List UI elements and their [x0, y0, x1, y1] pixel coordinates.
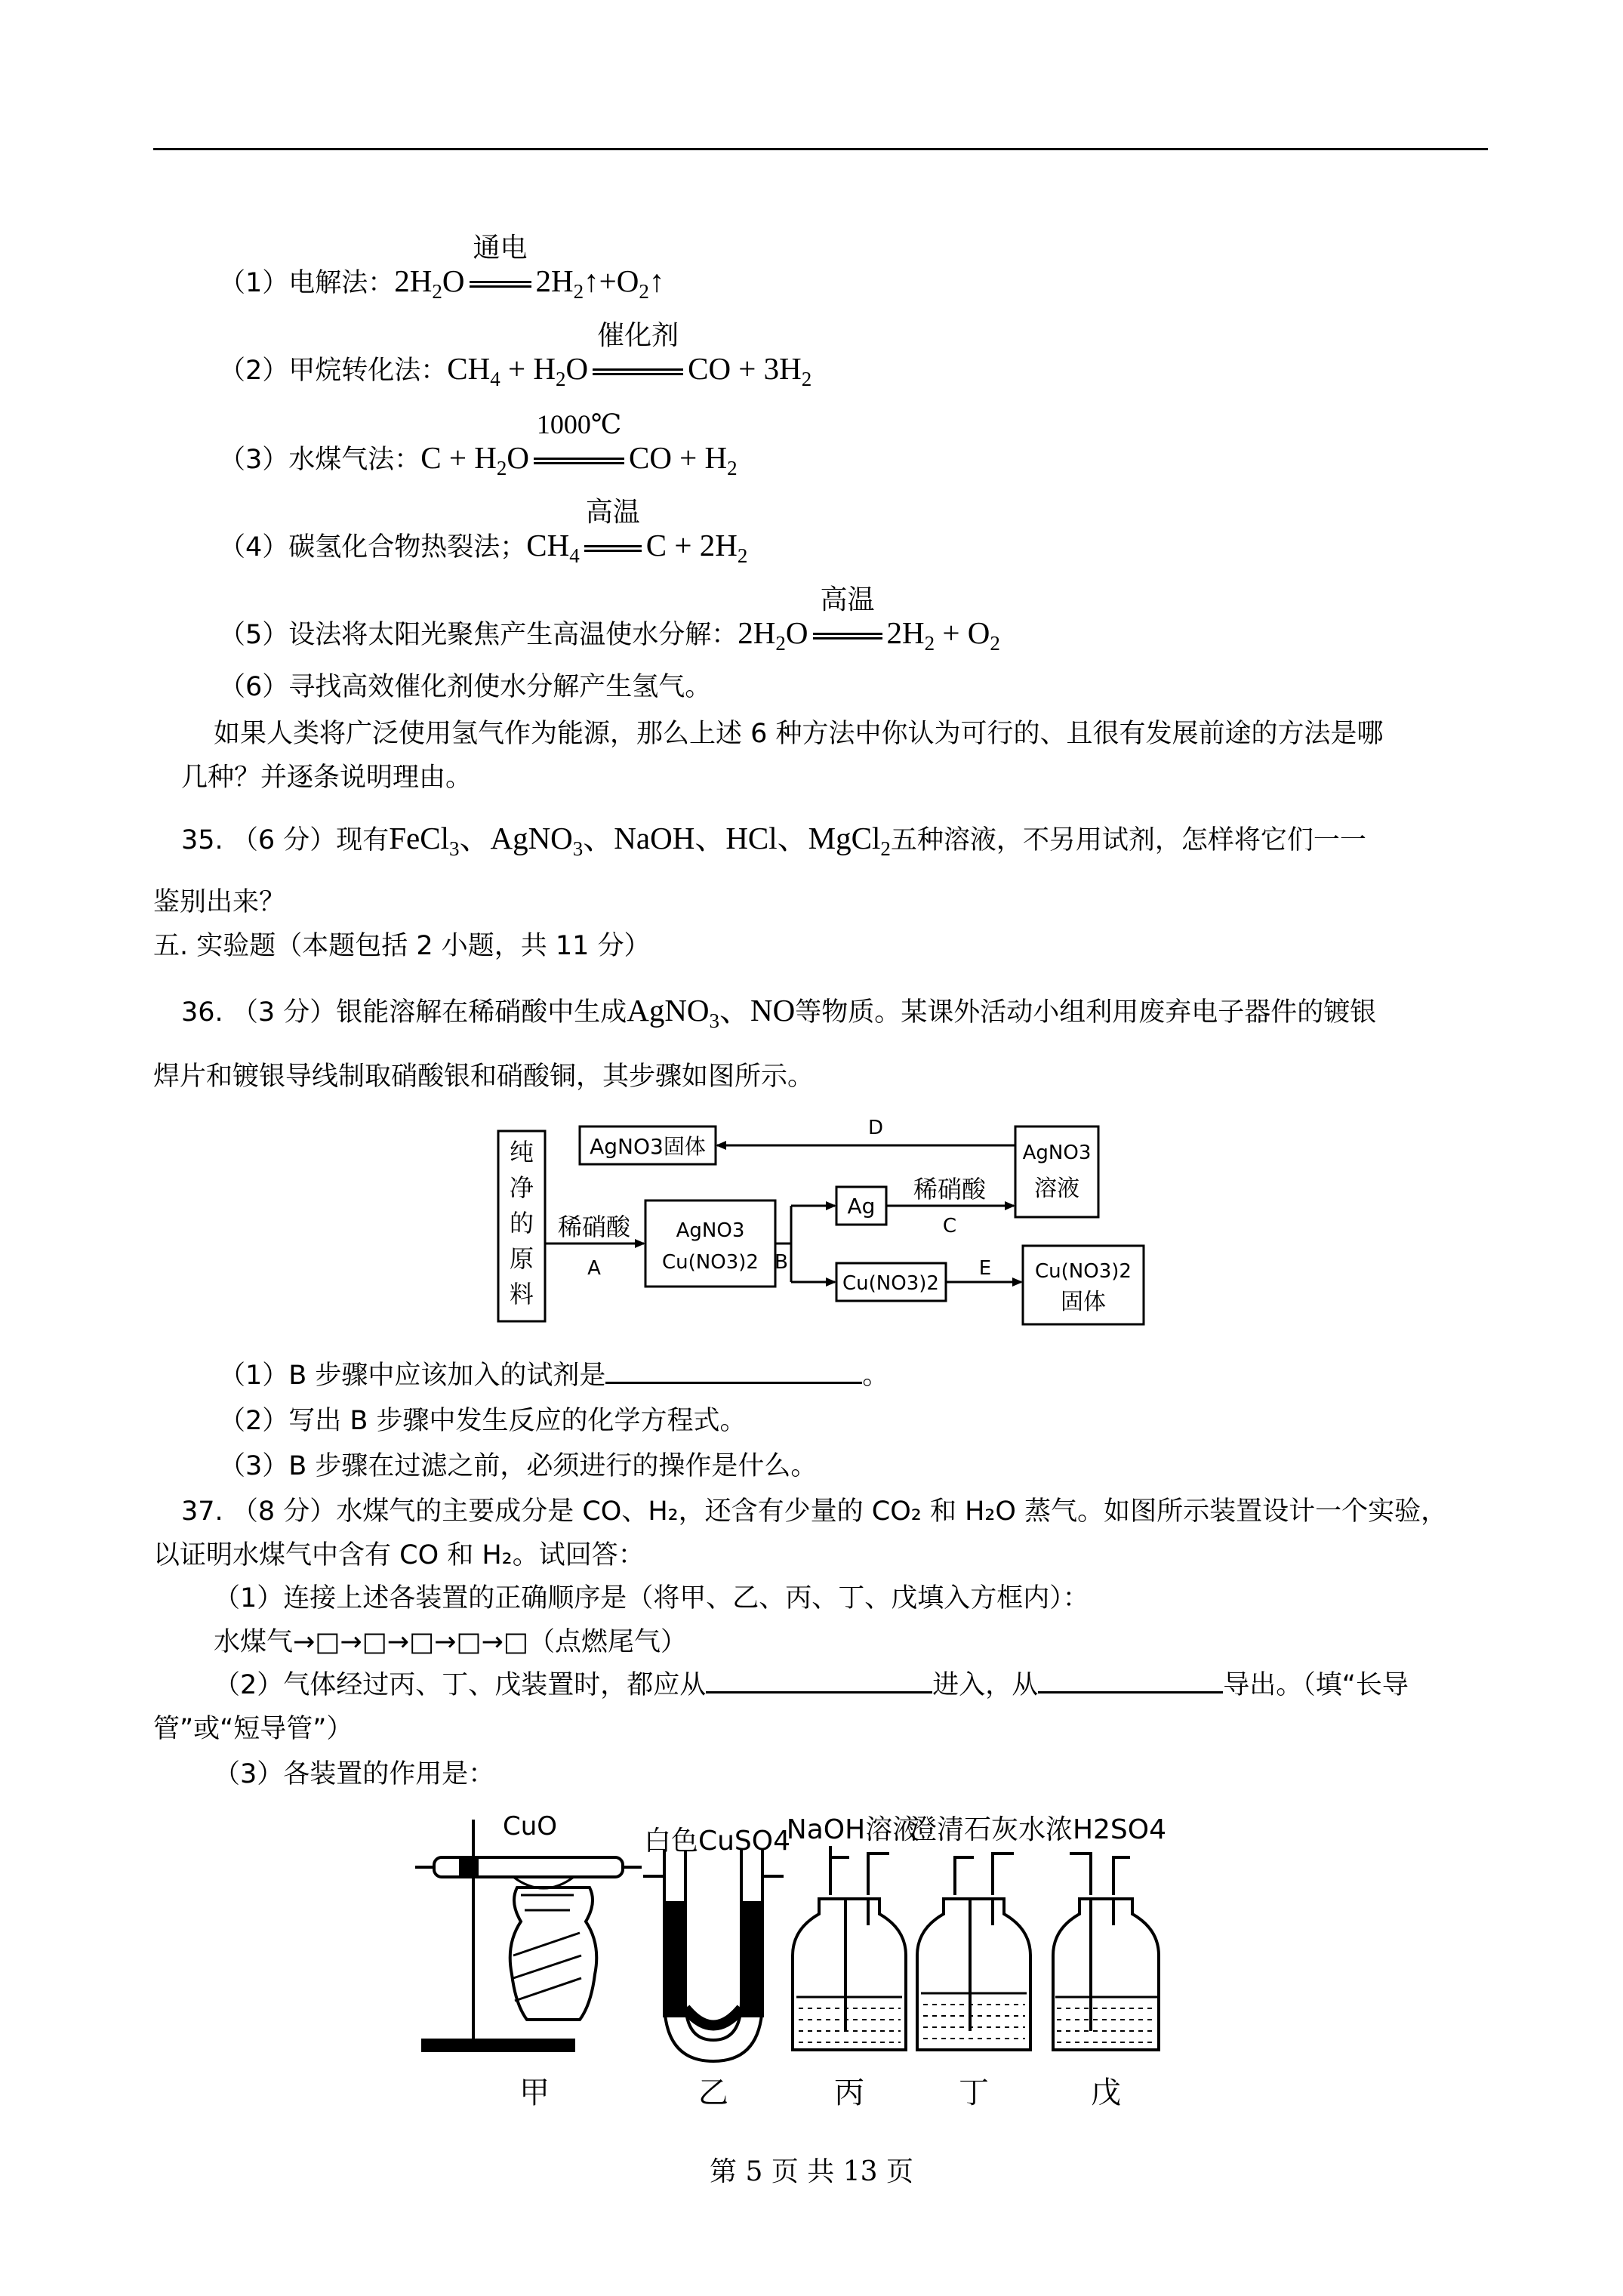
q35-intro: （6 分）现有: [231, 825, 390, 855]
cuno32-solid-formula: Cu(NO3)2: [1035, 1260, 1132, 1283]
q36-products: AgNO$_3$、NO: [627, 993, 796, 1032]
q35-reagents: FeCl$_3$、AgNO$_3$、NaOH、HCl、MgCl$_2$: [389, 821, 891, 860]
method-5-equation: $2H_2O$ 高温 $2H_2 + O_2$: [738, 584, 1000, 655]
q36-answer-blank[interactable]: [605, 1359, 862, 1384]
step-a-label: A: [587, 1257, 601, 1280]
method-3: [219, 409, 738, 485]
q36-sub-1-end: 。: [862, 1361, 889, 1391]
q37-number: 37.: [181, 1496, 223, 1527]
q36-intro: （3 分）银能溶解在稀硝酸中生成: [231, 997, 627, 1028]
raw-material-char-3: 的: [509, 1209, 534, 1237]
method-5-label: （5）设法将太阳光聚焦产生高温使水分解：: [219, 620, 738, 650]
q37-sub-2-text-a: （2）气体经过丙、丁、戊装置时，都应从: [214, 1670, 707, 1700]
method-4: [219, 497, 748, 572]
q36-sub-1: [219, 1359, 888, 1392]
apparatus-wu: [1053, 1854, 1159, 2050]
q37-line-1: [181, 1495, 1447, 1528]
method-3-label: （3）水煤气法：: [219, 445, 421, 475]
cuso4-label: 白色CuSO4: [643, 1826, 791, 1857]
section-5-heading: 五. 实验题（本题包括 2 小题，共 11 分）: [153, 931, 651, 961]
q37-sub-2-text-c: 导出。（填“长导: [1223, 1670, 1409, 1700]
limewater-label: 澄清石灰水: [909, 1814, 1046, 1845]
naoh-label: NaOH溶液: [786, 1814, 920, 1845]
ag-box-label: Ag: [847, 1194, 876, 1219]
method-5: [219, 584, 1000, 660]
method-1-equation: $2H_2O$ 通电 $2H_2↑+O_2↑$: [394, 233, 665, 303]
process-flowchart: [483, 1117, 1163, 1336]
method-1: [219, 233, 665, 308]
q37-sub-2-cont: 管”或“短导管”）: [153, 1714, 353, 1744]
q36-number: 36.: [181, 997, 223, 1028]
mixture-agno3: AgNO3: [676, 1219, 745, 1242]
step-c-label: C: [942, 1215, 957, 1237]
method-5-condition: 高温: [820, 584, 875, 615]
name-bing: 丙: [834, 2076, 864, 2110]
q37-sub-2-text-b: 进入，从: [932, 1670, 1039, 1700]
q37-line-2: 以证明水煤气中含有 CO 和 H₂。试回答：: [153, 1540, 645, 1570]
header-rule: [153, 148, 1488, 150]
method-2-label: （2）甲烷转化法：: [219, 356, 448, 386]
q37-outlet-blank[interactable]: [1038, 1669, 1223, 1693]
acid-label-c: 稀硝酸: [913, 1175, 987, 1203]
apparatus-jia: [415, 1820, 642, 2051]
solution-agno3: AgNO3: [1022, 1142, 1092, 1164]
raw-material-char-2: 净: [509, 1173, 534, 1202]
method-3-condition: 1000℃: [536, 409, 622, 439]
method-2-condition: 催化剂: [597, 320, 679, 350]
q35-tail: 五种溶液，不另用试剂，怎样将它们一一: [890, 825, 1366, 855]
q35-number: 35.: [181, 825, 223, 855]
h2so4-label: 浓H2SO4: [1045, 1814, 1167, 1845]
method-4-condition: 高温: [585, 497, 640, 527]
step-e-label: E: [978, 1257, 992, 1280]
cuo-label: CuO: [502, 1811, 558, 1841]
method-4-label: （4）碳氢化合物热裂法；: [219, 532, 527, 562]
apparatus-bing: [793, 1846, 906, 2050]
q37-sub-2: [214, 1669, 1409, 1702]
step-b-label: B: [775, 1251, 788, 1274]
page-footer: 第 5 页 共 13 页: [710, 2156, 913, 2187]
mixture-cuno32: Cu(NO3)2: [662, 1251, 759, 1274]
q35-line-1: [181, 821, 1366, 865]
q36-intro-tail: 等物质。某课外活动小组利用废弃电子器件的镀银: [795, 997, 1377, 1028]
name-wu: 戊: [1091, 2076, 1121, 2110]
q35-line-2: 鉴别出来？: [153, 887, 286, 917]
question-line-2: 几种？并逐条说明理由。: [181, 763, 473, 793]
q37-sub-3: （3）各装置的作用是：: [214, 1759, 495, 1789]
method-6: （6）寻找高效催化剂使水分解产生氢气。: [219, 672, 712, 702]
cuno32-box-label: Cu(NO3)2: [842, 1272, 939, 1295]
q36-sub-1-text: （1）B 步骤中应该加入的试剂是: [219, 1361, 606, 1391]
q37-inlet-blank[interactable]: [706, 1669, 932, 1693]
q36-line-2: 焊片和镀银导线制取硝酸银和硝酸铜，其步骤如图所示。: [153, 1062, 815, 1092]
method-1-label: （1）电解法：: [219, 268, 395, 298]
name-ding: 丁: [959, 2076, 989, 2110]
q37-sub-1: （1）连接上述各装置的正确顺序是（将甲、乙、丙、丁、戊填入方框内）：: [214, 1583, 1089, 1613]
q37-intro: （8 分）水煤气的主要成分是 CO、H₂，还含有少量的 CO₂ 和 H₂O 蒸气。如图所示装置设计一个实验，: [231, 1496, 1448, 1527]
method-4-equation: $CH_4$ 高温 $C + 2H_2$: [526, 497, 748, 567]
apparatus-diagram: [400, 1804, 1230, 2114]
method-2: [219, 320, 812, 396]
method-1-condition: 通电: [473, 233, 528, 263]
q36-line-1: [181, 994, 1376, 1037]
raw-material-char-5: 料: [509, 1280, 534, 1308]
raw-material-char-1: 纯: [509, 1138, 534, 1166]
agno3-solid-label: AgNO3固体: [590, 1134, 706, 1159]
method-2-equation: $CH_4 + H_2O$ 催化剂 CO + $3H_2$: [447, 320, 812, 390]
q37-sequence: 水煤气→□→□→□→□→□（点燃尾气）: [214, 1627, 687, 1657]
acid-label-a: 稀硝酸: [557, 1213, 631, 1241]
cuno32-solid-label: 固体: [1061, 1289, 1106, 1315]
method-3-equation: $C + H_2O$ 1000℃ CO + $H_2$: [420, 409, 738, 479]
name-yi: 乙: [698, 2076, 728, 2110]
q36-sub-3: （3）B 步骤在过滤之前，必须进行的操作是什么。: [219, 1451, 818, 1481]
apparatus-yi: [643, 1850, 784, 2061]
name-jia: 甲: [519, 2076, 550, 2110]
step-d-label: D: [867, 1117, 884, 1139]
apparatus-ding: [917, 1854, 1030, 2050]
solution-label: 溶液: [1034, 1176, 1079, 1202]
question-line-1: 如果人类将广泛使用氢气作为能源，那么上述 6 种方法中你认为可行的、且很有发展前途的方法是哪: [214, 719, 1384, 749]
q36-sub-2: （2）写出 B 步骤中发生反应的化学方程式。: [219, 1406, 747, 1436]
raw-material-char-4: 原: [509, 1244, 534, 1273]
